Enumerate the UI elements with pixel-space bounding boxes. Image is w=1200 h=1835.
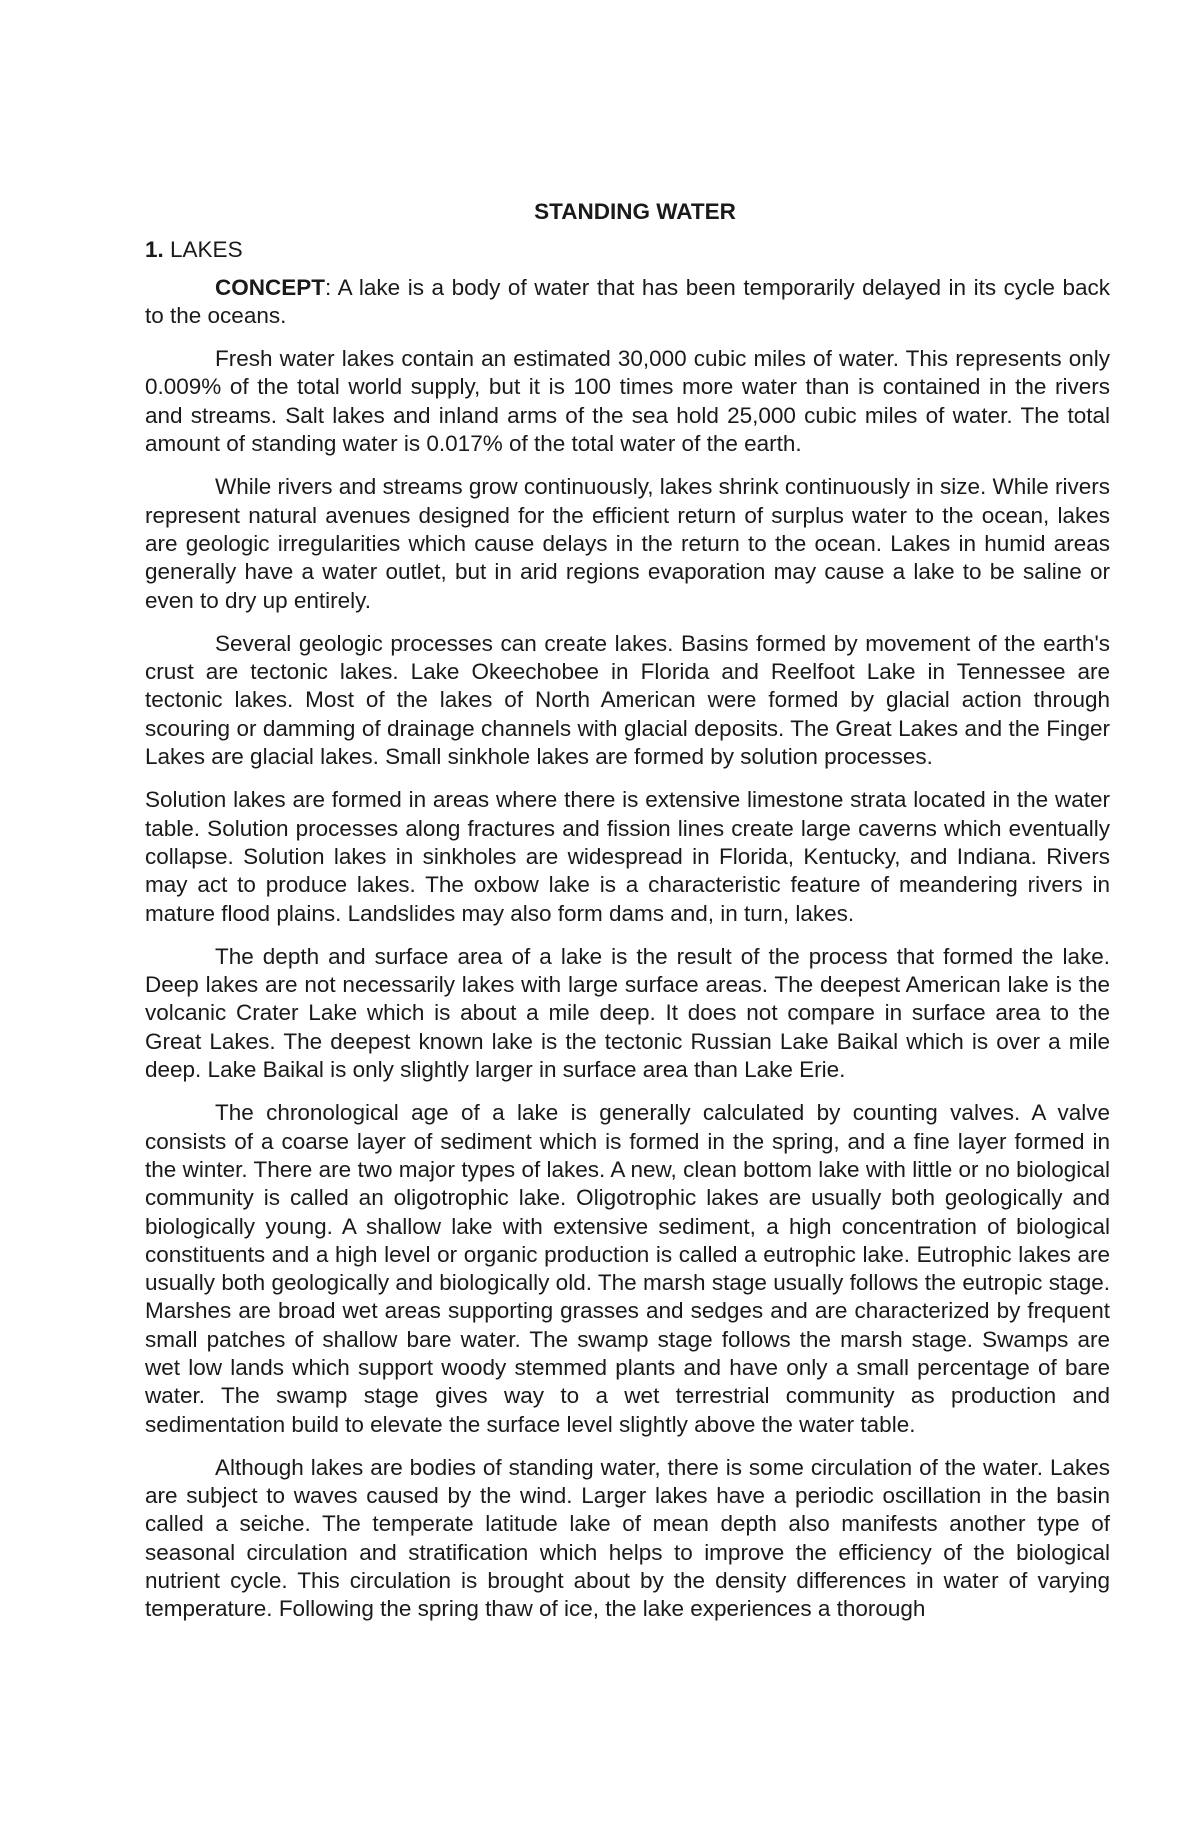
section-heading — [145, 236, 1110, 264]
section-label: LAKES — [170, 237, 243, 263]
section-number: 1. — [145, 237, 164, 263]
paragraph-solution-lakes: Solution lakes are formed in areas where there is extensive limestone strata located in the water table. Solution processes along fractures and fission lines create large caverns which eventually collapse. Solution lakes in sinkholes are widespread in Florida, Kentucky, and Indiana. Rivers may act to produce lakes. The oxbow lake is a characteristic feature of meandering rivers in mature flood plains. Landslides may also form dams and, in turn, lakes. — [145, 787, 1110, 926]
concept-text: : A lake is a body of water that has been temporarily delayed in its cycle back to the oceans. — [145, 274, 1110, 328]
paragraph-chronological-age: The chronological age of a lake is generally calculated by counting valves. A valve consists of a coarse layer of sediment which is formed in the spring, and a fine layer formed in the winter. There are two major types of lakes. A new, clean bottom lake with little or no biological community is called an oligotrophic lake. Oligotrophic lakes are usually both geologically and biologically young. A shallow lake with extensive sediment, a high concentration of biological constituents and a high level or organic production is called a eutrophic lake. Eutrophic lakes are usually both geologically and biologically old. The marsh stage usually follows the eutropic stage. Marshes are broad wet areas supporting grasses and sedges and are characterized by frequent small patches of shallow bare water. The swamp stage follows the marsh stage. Swamps are wet low lands which support woody stemmed plants and have only a small percentage of bare water. The swamp stage gives way to a wet terrestrial community as production and sedimentation build to elevate the surface level slightly above the water table. — [145, 1100, 1110, 1437]
paragraph-fresh-water: Fresh water lakes contain an estimated 30,000 cubic miles of water. This represents only 0.009% of the total world supply, but it is 100 times more water than is contained in the rivers and streams. Salt lakes and inland arms of the sea hold 25,000 cubic miles of water. The total amount of standing water is 0.017% of the total water of the earth. — [145, 346, 1110, 457]
paragraph-geologic-processes: Several geologic processes can create lakes. Basins formed by movement of the earth's crust are tectonic lakes. Lake Okeechobee in Florida and Reelfoot Lake in Tennessee are tectonic lakes. Most of the lakes of North American were formed by glacial action through scouring or damming of drainage channels with glacial deposits. The Great Lakes and the Finger Lakes are glacial lakes. Small sinkhole lakes are formed by solution processes. — [145, 630, 1110, 770]
document-page — [145, 198, 1110, 1624]
document-title: STANDING WATER — [534, 199, 736, 224]
paragraph-rivers-lakes: While rivers and streams grow continuously, lakes shrink continuously in size. While rivers represent natural avenues designed for the efficient return of surplus water to the ocean, lakes are geologic irregularities which cause delays in the return to the ocean. Lakes in humid areas generally have a water outlet, but in arid regions evaporation may cause a lake to be saline or even to dry up entirely. — [145, 474, 1110, 613]
concept-label: CONCEPT — [215, 274, 326, 300]
paragraph-circulation: Although lakes are bodies of standing water, there is some circulation of the water. Lakes are subject to waves caused by the wind. Larger lakes have a periodic oscillation in the basin called a seiche. The temperate latitude lake of mean depth also manifests another type of seasonal circulation and stratification which helps to improve the efficiency of the biological nutrient cycle. This circulation is brought about by the density differences in water of varying temperature. Following the spring thaw of ice, the lake experiences a thorough — [145, 1454, 1110, 1622]
paragraph-depth-surface: The depth and surface area of a lake is the result of the process that formed the lake. Deep lakes are not necessarily lakes with large surface areas. The deepest American lake is the volcanic Crater Lake which is about a mile deep. It does not compare in surface area to the Great Lakes. The deepest known lake is the tectonic Russian Lake Baikal which is over a mile deep. Lake Baikal is only slightly larger in surface area than Lake Erie. — [145, 943, 1110, 1083]
concept-paragraph — [145, 274, 1110, 331]
